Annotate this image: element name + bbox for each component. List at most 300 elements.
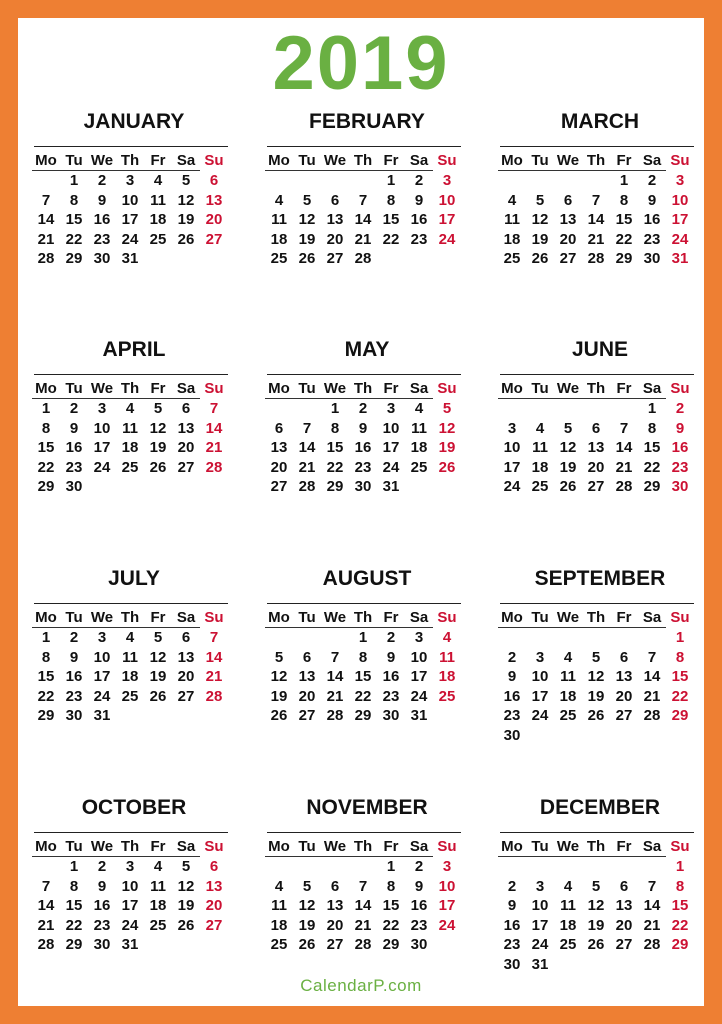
day-cell — [116, 706, 144, 726]
month-divider — [34, 832, 228, 833]
day-cell: 10 — [121, 877, 139, 895]
weekday-label: Su — [670, 608, 690, 626]
weekday-label: Sa — [172, 607, 200, 628]
day-cell: 8 — [358, 648, 368, 666]
day-cell: 25 — [438, 687, 456, 705]
day-cell: 6 — [563, 191, 573, 209]
day-cell — [526, 726, 554, 746]
week-row — [32, 667, 228, 687]
day-cell: 28 — [326, 707, 344, 725]
day-cell: 19 — [270, 687, 288, 705]
day-cell: 4 — [153, 172, 163, 190]
weekday-label: Th — [349, 150, 377, 171]
day-cell: 20 — [559, 230, 577, 248]
week-row — [32, 628, 228, 648]
day-cell: 7 — [41, 877, 51, 895]
week-row — [32, 458, 228, 478]
day-cell: 23 — [410, 230, 428, 248]
day-cell: 8 — [675, 877, 685, 895]
day-cell — [293, 628, 321, 648]
weekday-label: Th — [582, 607, 610, 628]
week-row — [265, 458, 461, 478]
day-cell: 13 — [177, 419, 195, 437]
week-row — [498, 171, 694, 191]
month-december — [498, 796, 698, 974]
weekday-label: Sa — [638, 150, 666, 171]
weekday-label: Sa — [405, 378, 433, 399]
weekday-label: Su — [204, 837, 224, 855]
weekday-label: Tu — [526, 150, 554, 171]
day-cell: 13 — [177, 648, 195, 666]
day-cell: 24 — [121, 230, 139, 248]
day-cell: 15 — [37, 668, 55, 686]
day-cell — [554, 955, 582, 975]
day-cell: 23 — [93, 916, 111, 934]
footer-brand — [18, 976, 704, 996]
day-cell: 14 — [643, 668, 661, 686]
day-cell — [498, 628, 526, 648]
month-days-table — [32, 378, 228, 497]
day-cell: 7 — [647, 648, 657, 666]
day-cell: 25 — [149, 916, 167, 934]
week-row — [32, 191, 228, 211]
year-title: 2019 — [272, 21, 450, 106]
weekday-label: Mo — [498, 378, 526, 399]
day-cell — [293, 171, 321, 191]
day-cell — [526, 857, 554, 877]
weekday-label: Tu — [526, 607, 554, 628]
day-cell: 10 — [438, 191, 456, 209]
day-cell: 24 — [503, 478, 521, 496]
day-cell: 9 — [507, 668, 517, 686]
weekday-label: Su — [670, 837, 690, 855]
day-cell: 23 — [93, 230, 111, 248]
day-cell: 14 — [205, 419, 223, 437]
day-cell: 17 — [438, 897, 456, 915]
day-cell: 17 — [121, 211, 139, 229]
weekday-label: Tu — [526, 378, 554, 399]
day-cell: 13 — [205, 877, 223, 895]
month-divider — [267, 374, 461, 375]
day-cell: 24 — [121, 916, 139, 934]
day-cell: 20 — [615, 916, 633, 934]
day-cell — [265, 399, 293, 419]
day-cell: 16 — [671, 439, 689, 457]
day-cell — [498, 399, 526, 419]
day-cell: 5 — [535, 191, 545, 209]
day-cell: 28 — [354, 936, 372, 954]
day-cell: 29 — [615, 250, 633, 268]
day-cell: 3 — [97, 629, 107, 647]
day-cell: 4 — [274, 191, 284, 209]
day-cell: 4 — [563, 877, 573, 895]
weekday-label: Su — [670, 379, 690, 397]
day-cell: 21 — [643, 916, 661, 934]
weekday-label: Fr — [610, 836, 638, 857]
weekday-label: Th — [582, 378, 610, 399]
day-cell: 22 — [671, 916, 689, 934]
day-cell — [638, 857, 666, 877]
day-cell: 23 — [643, 230, 661, 248]
day-cell: 1 — [69, 172, 79, 190]
day-cell: 30 — [643, 250, 661, 268]
weekday-label: Mo — [498, 607, 526, 628]
day-cell — [172, 249, 200, 269]
day-cell — [172, 935, 200, 955]
day-cell: 10 — [531, 897, 549, 915]
week-row — [265, 210, 461, 230]
day-cell: 25 — [410, 458, 428, 476]
day-cell: 15 — [37, 439, 55, 457]
day-cell — [200, 249, 228, 269]
day-cell: 6 — [274, 419, 284, 437]
day-cell: 5 — [274, 648, 284, 666]
day-cell: 23 — [503, 936, 521, 954]
day-cell: 19 — [177, 897, 195, 915]
day-cell: 31 — [121, 936, 139, 954]
day-cell: 29 — [671, 936, 689, 954]
day-cell: 26 — [177, 230, 195, 248]
weekday-label: Th — [116, 836, 144, 857]
weekday-label: Tu — [526, 836, 554, 857]
day-cell: 11 — [150, 877, 166, 895]
day-cell: 12 — [587, 897, 605, 915]
day-cell: 11 — [122, 419, 138, 437]
day-cell: 29 — [65, 936, 83, 954]
day-cell: 11 — [560, 897, 576, 915]
day-cell: 26 — [438, 458, 456, 476]
day-cell: 11 — [271, 897, 287, 915]
day-cell: 30 — [93, 250, 111, 268]
weekday-label: Mo — [265, 607, 293, 628]
month-days-table — [498, 150, 694, 269]
day-cell: 17 — [438, 211, 456, 229]
month-days-table — [498, 378, 694, 497]
day-cell: 22 — [65, 230, 83, 248]
day-cell — [433, 706, 461, 726]
day-cell: 6 — [619, 877, 629, 895]
day-cell: 6 — [209, 172, 219, 189]
day-cell: 2 — [386, 629, 396, 647]
day-cell: 4 — [414, 400, 424, 418]
weekday-label: Su — [204, 151, 224, 169]
weekday-label: Mo — [32, 378, 60, 399]
month-name: JANUARY — [83, 110, 185, 133]
week-row — [498, 628, 694, 648]
week-row — [498, 877, 694, 897]
day-cell: 15 — [65, 211, 83, 229]
day-cell: 18 — [121, 668, 139, 686]
day-cell: 26 — [149, 458, 167, 476]
day-cell: 20 — [298, 687, 316, 705]
day-cell — [666, 955, 694, 975]
day-cell: 16 — [93, 211, 111, 229]
day-cell: 22 — [615, 230, 633, 248]
day-cell: 5 — [591, 648, 601, 666]
day-cell: 14 — [37, 897, 55, 915]
day-cell: 10 — [671, 191, 689, 209]
day-cell: 6 — [330, 877, 340, 895]
day-cell: 29 — [326, 478, 344, 496]
day-cell: 10 — [531, 668, 549, 686]
day-cell — [349, 857, 377, 877]
day-cell — [554, 726, 582, 746]
weekday-label: We — [88, 150, 116, 171]
day-cell: 27 — [298, 707, 316, 725]
day-cell: 8 — [41, 419, 51, 437]
day-cell: 15 — [382, 211, 400, 229]
day-cell — [610, 399, 638, 419]
day-cell: 7 — [330, 648, 340, 666]
week-row — [265, 687, 461, 707]
day-cell: 14 — [298, 439, 316, 457]
day-cell: 3 — [386, 400, 396, 418]
month-january — [32, 110, 232, 269]
day-cell: 26 — [559, 478, 577, 496]
day-cell: 15 — [615, 211, 633, 229]
day-cell: 22 — [65, 916, 83, 934]
day-cell: 13 — [587, 439, 605, 457]
weekday-label: We — [88, 607, 116, 628]
weekday-label: Tu — [293, 836, 321, 857]
day-cell: 22 — [671, 687, 689, 705]
day-cell: 3 — [535, 877, 545, 895]
day-cell: 2 — [69, 400, 79, 418]
day-cell: 17 — [671, 211, 689, 229]
day-cell: 10 — [410, 648, 428, 666]
week-row — [265, 857, 461, 877]
week-row — [265, 667, 461, 687]
day-cell: 12 — [149, 648, 167, 666]
day-cell — [321, 857, 349, 877]
week-row — [265, 916, 461, 936]
day-cell: 7 — [209, 629, 219, 646]
weekday-label: Sa — [638, 607, 666, 628]
week-row — [498, 210, 694, 230]
month-days-table — [265, 607, 461, 726]
weekday-label: Sa — [405, 836, 433, 857]
day-cell: 23 — [410, 916, 428, 934]
month-days-table — [32, 836, 228, 955]
day-cell: 15 — [65, 897, 83, 915]
weekday-header-row — [32, 378, 228, 399]
day-cell: 21 — [615, 458, 633, 476]
week-row — [265, 877, 461, 897]
week-row — [498, 249, 694, 269]
weekday-label: We — [554, 378, 582, 399]
day-cell: 10 — [93, 419, 111, 437]
day-cell: 26 — [587, 707, 605, 725]
week-row — [32, 210, 228, 230]
day-cell: 10 — [382, 419, 400, 437]
weekday-label: We — [321, 836, 349, 857]
day-cell: 20 — [177, 439, 195, 457]
month-june — [498, 338, 698, 497]
day-cell: 12 — [149, 419, 167, 437]
weekday-header-row — [265, 607, 461, 628]
weekday-label: Tu — [293, 607, 321, 628]
day-cell: 21 — [354, 230, 372, 248]
day-cell: 2 — [675, 400, 685, 417]
day-cell: 24 — [438, 230, 456, 248]
weekday-label: Fr — [377, 378, 405, 399]
weekday-label: Th — [116, 150, 144, 171]
day-cell — [554, 857, 582, 877]
week-row — [265, 230, 461, 250]
weekday-label: Mo — [498, 836, 526, 857]
day-cell: 22 — [354, 687, 372, 705]
day-cell: 27 — [326, 936, 344, 954]
day-cell: 1 — [69, 858, 79, 876]
day-cell: 26 — [587, 936, 605, 954]
day-cell: 1 — [619, 172, 629, 190]
day-cell — [433, 477, 461, 497]
day-cell: 22 — [643, 458, 661, 476]
week-row — [498, 230, 694, 250]
day-cell: 21 — [587, 230, 605, 248]
day-cell — [32, 171, 60, 191]
weekday-label: Mo — [32, 607, 60, 628]
day-cell: 1 — [41, 629, 51, 647]
week-row — [498, 419, 694, 439]
day-cell: 27 — [615, 707, 633, 725]
day-cell — [554, 171, 582, 191]
day-cell: 24 — [531, 936, 549, 954]
day-cell: 17 — [93, 439, 111, 457]
month-july — [32, 567, 232, 726]
day-cell: 27 — [615, 936, 633, 954]
day-cell — [349, 171, 377, 191]
day-cell: 30 — [93, 936, 111, 954]
day-cell — [526, 628, 554, 648]
weekday-label: Fr — [377, 607, 405, 628]
weekday-label: Th — [116, 378, 144, 399]
day-cell: 10 — [121, 191, 139, 209]
day-cell: 31 — [410, 707, 428, 725]
week-row — [265, 648, 461, 668]
day-cell: 16 — [503, 687, 521, 705]
week-row — [32, 419, 228, 439]
day-cell: 13 — [326, 897, 344, 915]
day-cell: 25 — [121, 458, 139, 476]
day-cell: 1 — [358, 629, 368, 647]
day-cell: 19 — [298, 230, 316, 248]
day-cell: 18 — [503, 230, 521, 248]
day-cell — [172, 477, 200, 497]
weekday-label: Sa — [405, 150, 433, 171]
day-cell — [200, 706, 228, 726]
day-cell: 27 — [177, 458, 195, 476]
week-row — [498, 706, 694, 726]
day-cell: 5 — [153, 400, 163, 418]
weekday-label: We — [88, 836, 116, 857]
day-cell: 27 — [177, 687, 195, 705]
day-cell — [293, 857, 321, 877]
day-cell: 28 — [37, 250, 55, 268]
day-cell: 7 — [619, 419, 629, 437]
week-row — [265, 935, 461, 955]
day-cell: 2 — [69, 629, 79, 647]
month-divider — [500, 146, 694, 147]
day-cell: 2 — [414, 172, 424, 190]
day-cell: 23 — [354, 458, 372, 476]
day-cell: 4 — [563, 648, 573, 666]
day-cell: 23 — [382, 687, 400, 705]
day-cell: 24 — [438, 916, 456, 934]
day-cell — [144, 706, 172, 726]
day-cell: 8 — [386, 877, 396, 895]
month-divider — [267, 603, 461, 604]
day-cell: 14 — [587, 211, 605, 229]
week-row — [32, 857, 228, 877]
day-cell — [405, 477, 433, 497]
weekday-header-row — [498, 378, 694, 399]
weekday-label: Fr — [144, 150, 172, 171]
day-cell: 27 — [587, 478, 605, 496]
weekday-label: Fr — [377, 836, 405, 857]
day-cell: 25 — [503, 250, 521, 268]
day-cell — [433, 935, 461, 955]
day-cell: 22 — [326, 458, 344, 476]
day-cell: 30 — [503, 955, 521, 973]
day-cell: 11 — [122, 648, 138, 666]
day-cell: 29 — [37, 478, 55, 496]
day-cell: 17 — [503, 458, 521, 476]
day-cell: 5 — [442, 400, 452, 417]
day-cell: 19 — [149, 668, 167, 686]
day-cell: 31 — [382, 478, 400, 496]
day-cell: 26 — [531, 250, 549, 268]
day-cell: 28 — [298, 478, 316, 496]
week-row — [32, 896, 228, 916]
weekday-label: Th — [349, 378, 377, 399]
day-cell: 12 — [177, 191, 195, 209]
weekday-label: Tu — [60, 378, 88, 399]
day-cell: 7 — [41, 191, 51, 209]
weekday-label: Su — [437, 379, 457, 397]
day-cell — [582, 399, 610, 419]
day-cell: 27 — [270, 478, 288, 496]
day-cell: 17 — [531, 916, 549, 934]
day-cell: 15 — [671, 897, 689, 915]
weekday-label: Fr — [144, 836, 172, 857]
day-cell — [610, 726, 638, 746]
day-cell: 9 — [647, 191, 657, 209]
week-row — [32, 399, 228, 419]
day-cell: 21 — [643, 687, 661, 705]
day-cell: 24 — [531, 707, 549, 725]
day-cell — [293, 399, 321, 419]
day-cell: 8 — [69, 191, 79, 209]
day-cell: 7 — [358, 191, 368, 209]
weekday-label: Th — [582, 150, 610, 171]
day-cell: 29 — [382, 936, 400, 954]
day-cell: 17 — [121, 897, 139, 915]
week-row — [498, 857, 694, 877]
weekday-label: Fr — [144, 378, 172, 399]
weekday-header-row — [265, 150, 461, 171]
day-cell: 28 — [354, 250, 372, 268]
day-cell: 14 — [354, 897, 372, 915]
day-cell: 14 — [326, 668, 344, 686]
weekday-header-row — [32, 836, 228, 857]
weekday-label: Mo — [265, 378, 293, 399]
day-cell: 1 — [41, 400, 51, 418]
day-cell — [582, 955, 610, 975]
day-cell — [638, 726, 666, 746]
month-may — [265, 338, 465, 497]
day-cell — [582, 857, 610, 877]
